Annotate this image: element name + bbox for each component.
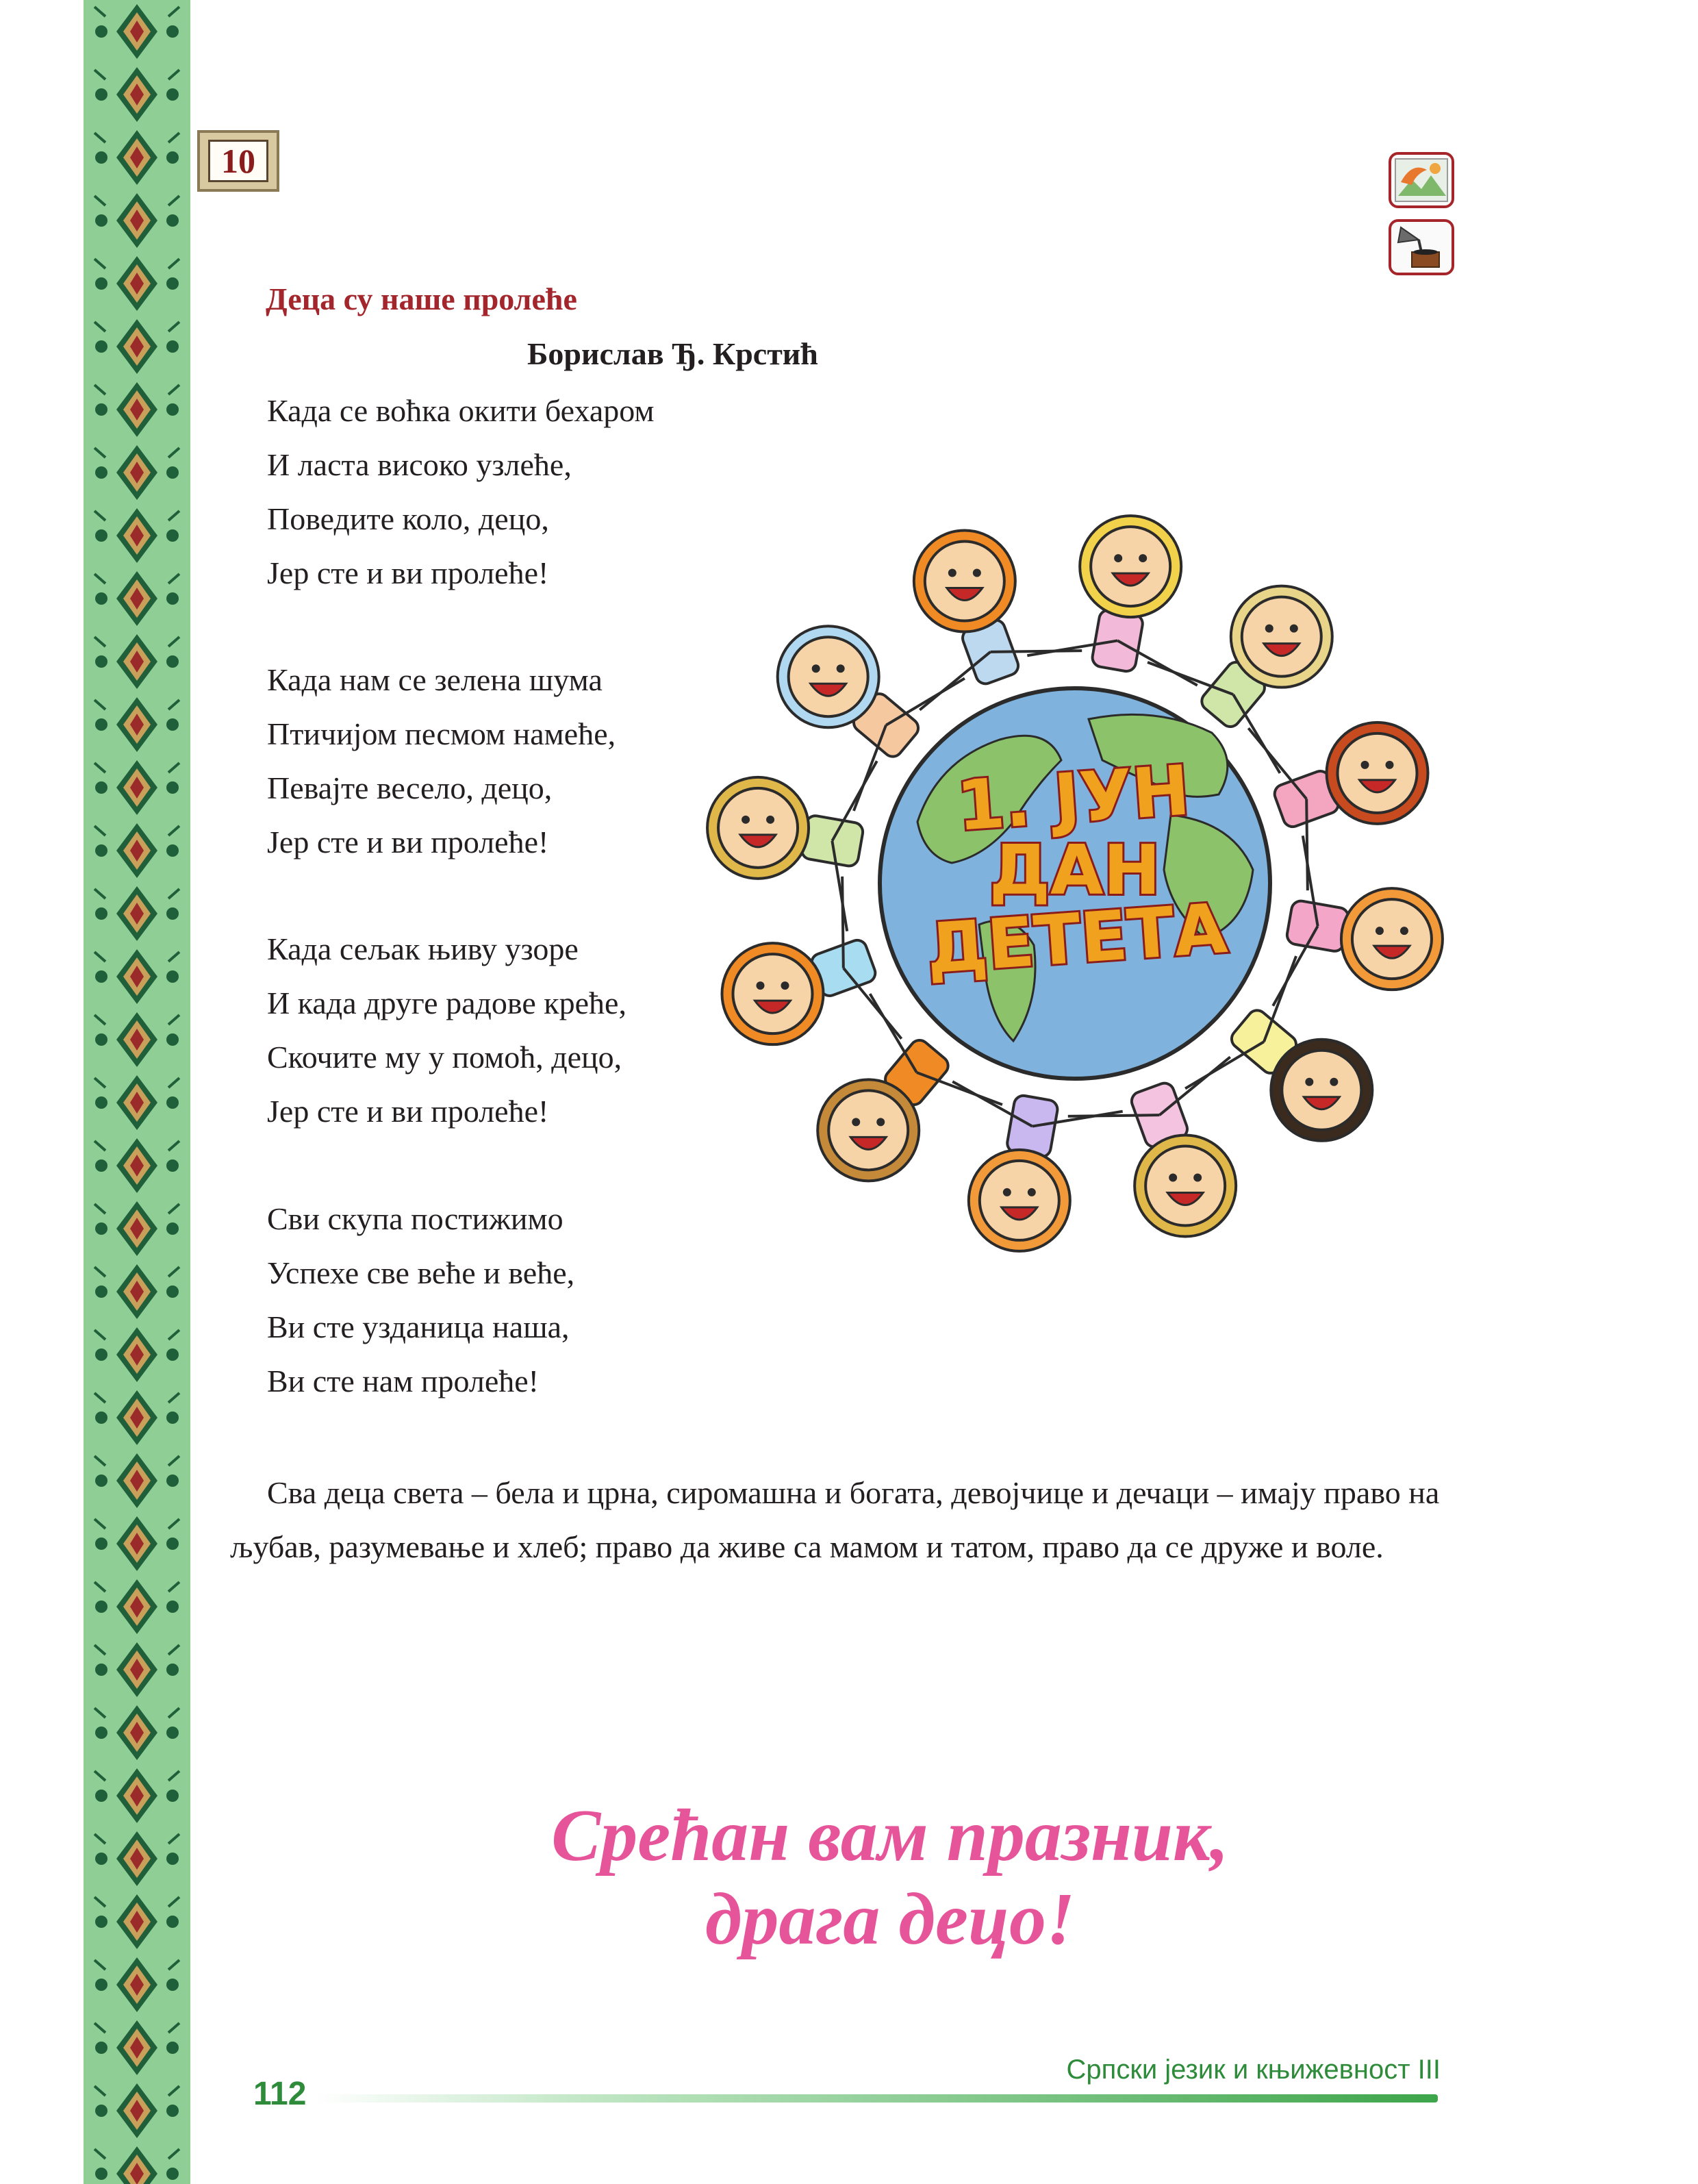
gramophone-icon [1391, 222, 1452, 273]
ornament-motif [94, 2146, 179, 2184]
ornament-motif [94, 1453, 179, 1508]
poem-line: Птичијом песмом намеће, [267, 716, 616, 751]
ornament-motif [94, 1705, 179, 1760]
childrens-day-illustration [692, 500, 1458, 1288]
child-figure [1248, 723, 1428, 890]
child-figure [1027, 516, 1197, 686]
ornament-motif [94, 193, 179, 248]
poem-line: И ласта високо узлеће, [267, 447, 572, 482]
poem-line: Јер сте и ви пролеће! [267, 555, 549, 590]
ornament-motif [94, 256, 179, 311]
poem-line: Успехе све веће и веће, [267, 1255, 575, 1290]
poem-line: И када друге радове креће, [267, 986, 626, 1020]
greeting-line-1: Срећан вам празник, [551, 1795, 1229, 1877]
ornament-motif [94, 382, 179, 437]
greeting [411, 1794, 1369, 1961]
ornament-motif [94, 4, 179, 59]
ornament-motif [94, 1831, 179, 1886]
ornament-motif [94, 1390, 179, 1445]
poem-stanza-3 [267, 922, 626, 1138]
page-number: 112 [253, 2076, 307, 2112]
ornament-motif [94, 1768, 179, 1823]
ornament-motif [94, 1957, 179, 2012]
poem-line: Скочите му у помоћ, децо, [267, 1040, 622, 1075]
ornament-motif [94, 949, 179, 1004]
poem-title: Деца су наше пролеће [266, 281, 577, 316]
globe-with-children-image [692, 500, 1458, 1288]
ornament-motif [94, 1894, 179, 1949]
illustration-child: ДЕТЕТА [924, 888, 1230, 990]
child-figure [707, 761, 877, 931]
poem-line: Када сељак њиву узоре [267, 931, 579, 966]
greeting-line-2: драга децо! [705, 1879, 1076, 1960]
poem-line: Ви сте нам пролеће! [267, 1364, 539, 1398]
illustration-day: ДАН [989, 830, 1161, 910]
ornament-motif [94, 886, 179, 941]
ornament-motif [94, 571, 179, 626]
poem-stanza-2 [267, 653, 616, 869]
ornament-motif [94, 2020, 179, 2075]
ornament-motif [94, 1201, 179, 1256]
poem-line: Када нам се зелена шума [267, 662, 603, 697]
image-gallery-icon [1391, 155, 1452, 205]
footer-divider [315, 2094, 1438, 2103]
ornament-motif [94, 823, 179, 878]
ornament-motif [94, 760, 179, 815]
ornament-motif [94, 697, 179, 752]
ornament-motif [94, 67, 179, 122]
poem-line: Певајте весело, децо, [267, 770, 553, 805]
image-gallery-button[interactable] [1389, 152, 1454, 208]
ornament-motif [94, 445, 179, 500]
poem-line: Сви скупа постижимо [267, 1201, 563, 1236]
poem-author: Борислав Ђ. Крстић [527, 336, 818, 371]
prose-paragraph [230, 1466, 1462, 1574]
ornament-motif [94, 1642, 179, 1697]
book-title: Српски језик и књижевност III [1066, 2055, 1441, 2085]
ornament-motif [94, 1138, 179, 1193]
chapter-badge [197, 130, 279, 192]
child-figure [722, 877, 901, 1044]
ornament-motif [94, 1264, 179, 1319]
poem-line: Јер сте и ви пролеће! [267, 1094, 549, 1129]
chapter-number: 10 [208, 140, 268, 182]
prose-text: Сва деца света – бела и црна, сиромашна и богата, девојчице и дечаци – имају право на љубав, разумевање и хлеб; право да живе са мамом и татом, право да се друже и воле. [230, 1475, 1440, 1564]
ornament-motif [94, 508, 179, 563]
ornament-motif [94, 1327, 179, 1382]
poem-stanza-1 [267, 384, 655, 600]
ornament-motif [94, 319, 179, 374]
poem-stanza-4 [267, 1192, 574, 1408]
decorative-border [84, 0, 190, 2184]
audio-button[interactable] [1389, 219, 1454, 275]
ornament-motif [94, 2083, 179, 2138]
poem-line: Ви сте узданица наша, [267, 1309, 570, 1344]
ornament-motif [94, 1012, 179, 1067]
child-figure [1068, 1057, 1236, 1236]
child-figure [1273, 836, 1443, 1005]
ornament-motif [94, 634, 179, 689]
child-figure [914, 530, 1082, 710]
ornament-pattern [84, 0, 190, 2184]
ornament-motif [94, 1516, 179, 1571]
ornament-motif [94, 1075, 179, 1130]
poem-line: Поведите коло, децо, [267, 501, 549, 536]
illustration-date: 1. ЈУН [954, 750, 1193, 846]
child-figure [952, 1081, 1122, 1251]
poem-line: Јер сте и ви пролеће! [267, 825, 549, 859]
poem-line: Када се воћка окити бехаром [267, 393, 655, 428]
ornament-motif [94, 130, 179, 185]
ornament-motif [94, 1579, 179, 1634]
